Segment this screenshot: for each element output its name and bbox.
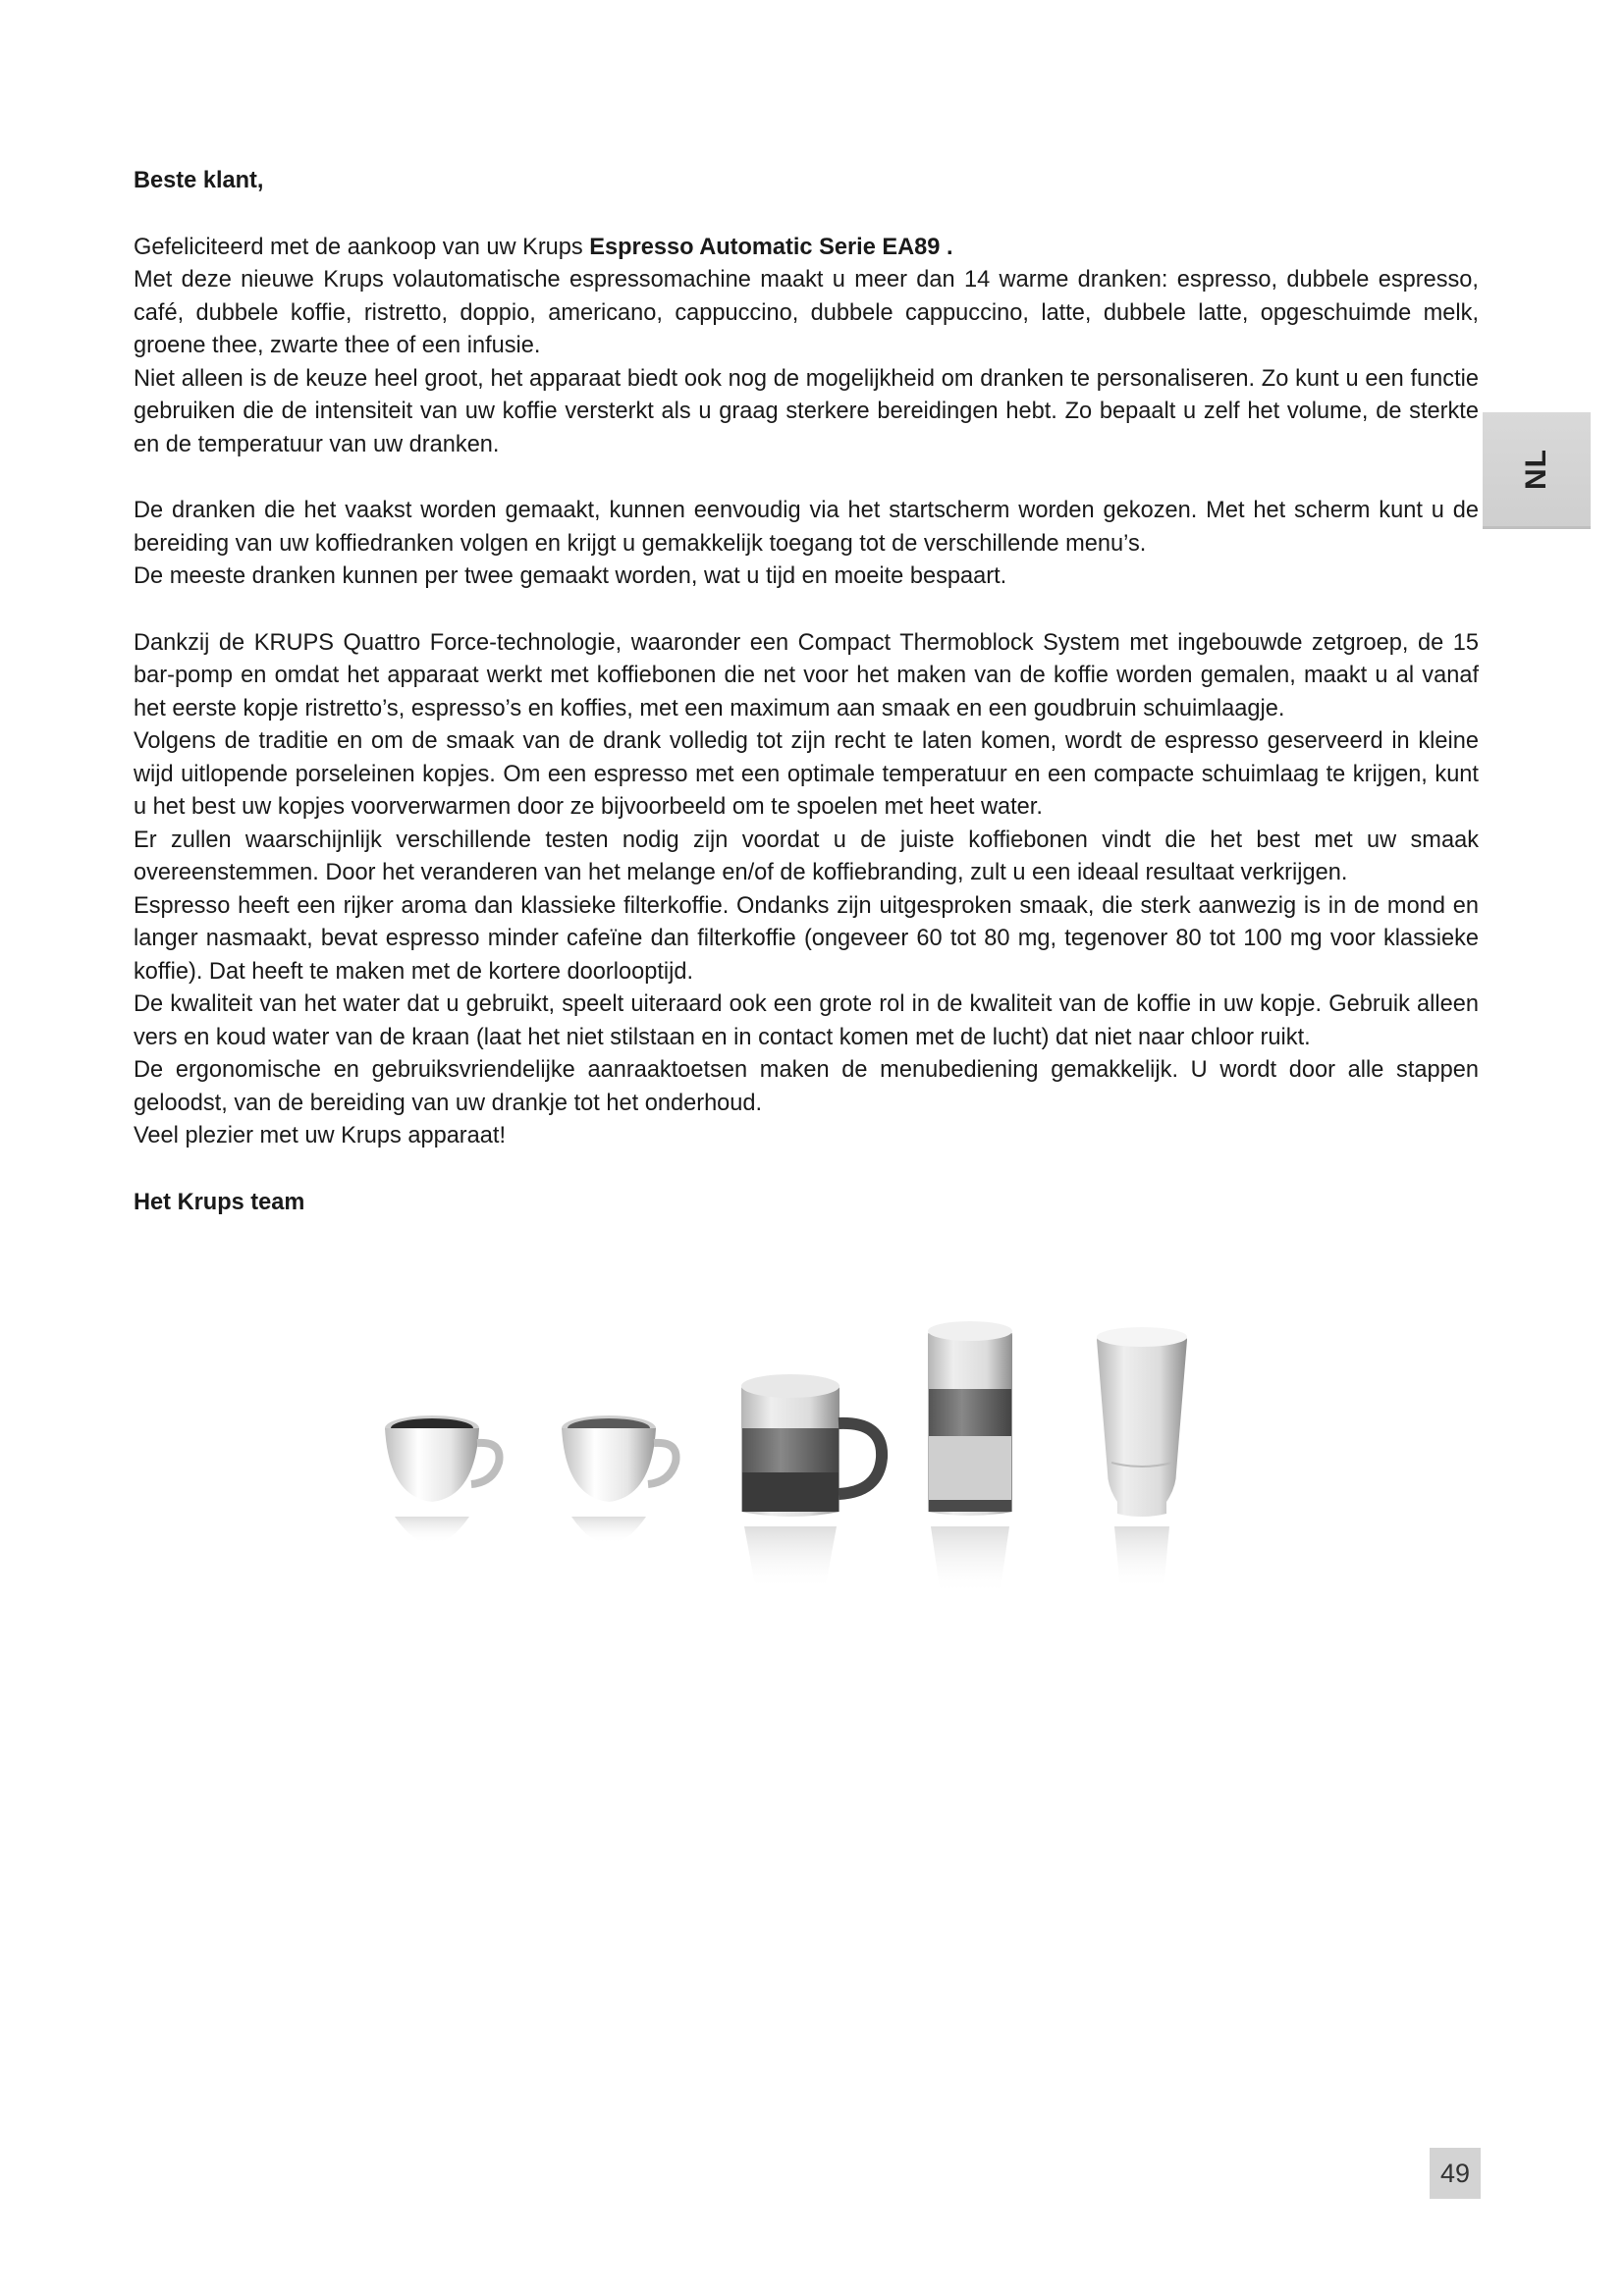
section3-paragraph-1: Dankzij de KRUPS Quattro Force-technologie, waaronder een Compact Thermoblock System met ingebouwde zetgroep, de 15 bar-pomp en omdat het apparaat werkt met koffiebonen die net voor het maken van de koffie worden gemalen, maakt u al vanaf het eerste kopje ristretto’s, espresso’s en koffies, met een maximum aan smaak en een goudbruin schuimlaagje.: [134, 629, 1479, 721]
drinks-illustration: [383, 1306, 1227, 1600]
document-body: [134, 165, 1479, 1219]
salutation: Beste klant,: [134, 168, 264, 193]
intro-paragraph-3: Niet alleen is de keuze heel groot, het apparaat biedt ook nog de mogelijkheid om dranken te personaliseren. Zo kunt u een functie gebruiken die de intensiteit van uw koffie versterkt als u graag sterkere bereidingen hebt. Zo bepaalt u zelf het volume, de sterkte en de temperatuur van uw dranken.: [134, 365, 1479, 457]
cafe-cup-icon: [562, 1415, 677, 1544]
section3-paragraph-3: Er zullen waarschijnlijk verschillende testen nodig zijn voordat u de juiste koffiebonen vindt die het best met uw smaak overeenstemmen. Door het veranderen van het melange en/of de koffiebranding, zult u een ideaal resultaat verkrijgen.: [134, 827, 1479, 885]
intro-text: Gefeliciteerd met de aankoop van uw Krups: [134, 234, 590, 260]
product-name: Espresso Automatic Serie EA89 .: [589, 234, 953, 260]
section2-paragraph-2: De meeste dranken kunnen per twee gemaakt worden, wat u tijd en moeite bespaart.: [134, 563, 1007, 589]
intro-paragraph-1: [134, 232, 1479, 265]
section3-paragraph-4: Espresso heeft een rijker aroma dan klassieke filterkoffie. Ondanks zijn uitgesproken smaak, die sterk aanwezig is in de mond en langer nasmaakt, bevat espresso minder cafeïne dan filterkoffie (ongeveer 60 tot 80 mg, tegenover 80 tot 100 mg voor klassieke koffie). Dat heeft te maken met de kortere doorlooptijd.: [134, 892, 1479, 985]
signature: Het Krups team: [134, 1189, 305, 1215]
section3-paragraph-5: De kwaliteit van het water dat u gebruikt, speelt uiteraard ook een grote rol in de kwaliteit van de koffie in uw kopje. Gebruik alleen vers en koud water van de kraan (laat het niet stilstaan en in contact komen met de lucht) dat niet naar chloor ruikt.: [134, 991, 1479, 1050]
section3-paragraph-7: Veel plezier met uw Krups apparaat!: [134, 1123, 507, 1148]
latte-glass-icon: [928, 1321, 1012, 1595]
espresso-cup-icon: [385, 1415, 500, 1544]
milk-glass-icon: [1097, 1327, 1187, 1590]
intro-paragraph-2: Met deze nieuwe Krups volautomatische espressomachine maakt u meer dan 14 warme dranken: espresso, dubbele espresso, café, dubbele koffie, ristretto, doppio, americano, cappuccino, dubbele cappuccino, latte, dubbele latte, opgeschuimde melk, groene thee, zwarte thee of een infusie.: [134, 267, 1479, 358]
page-number: 49: [1430, 2148, 1481, 2199]
section3-paragraph-2: Volgens de traditie en om de smaak van de drank volledig tot zijn recht te laten komen, wordt de espresso geserveerd in kleine wijd uitlopende porseleinen kopjes. Om een espresso met een optimale temperatuur en een compacte schuimlaag te krijgen, kunt u het best uw kopjes voorverwarmen door ze bijvoorbeeld om te spoelen met heet water.: [134, 728, 1479, 820]
section3-paragraph-6: De ergonomische en gebruiksvriendelijke aanraaktoetsen maken de menubediening gemakkelijk. U wordt door alle stappen geloodst, van de bereiding van uw drankje tot het onderhoud.: [134, 1057, 1479, 1116]
language-tab-label: NL: [1520, 449, 1552, 490]
section2-paragraph-1: De dranken die het vaakst worden gemaakt, kunnen eenvoudig via het startscherm worden gekozen. Met het scherm kunt u de bereiding van uw koffiedranken volgen en krijgt u gemakkelijk toegang tot de verschillende menu’s.: [134, 498, 1479, 557]
language-tab: [1483, 412, 1591, 529]
cappuccino-mug-icon: [741, 1374, 882, 1590]
